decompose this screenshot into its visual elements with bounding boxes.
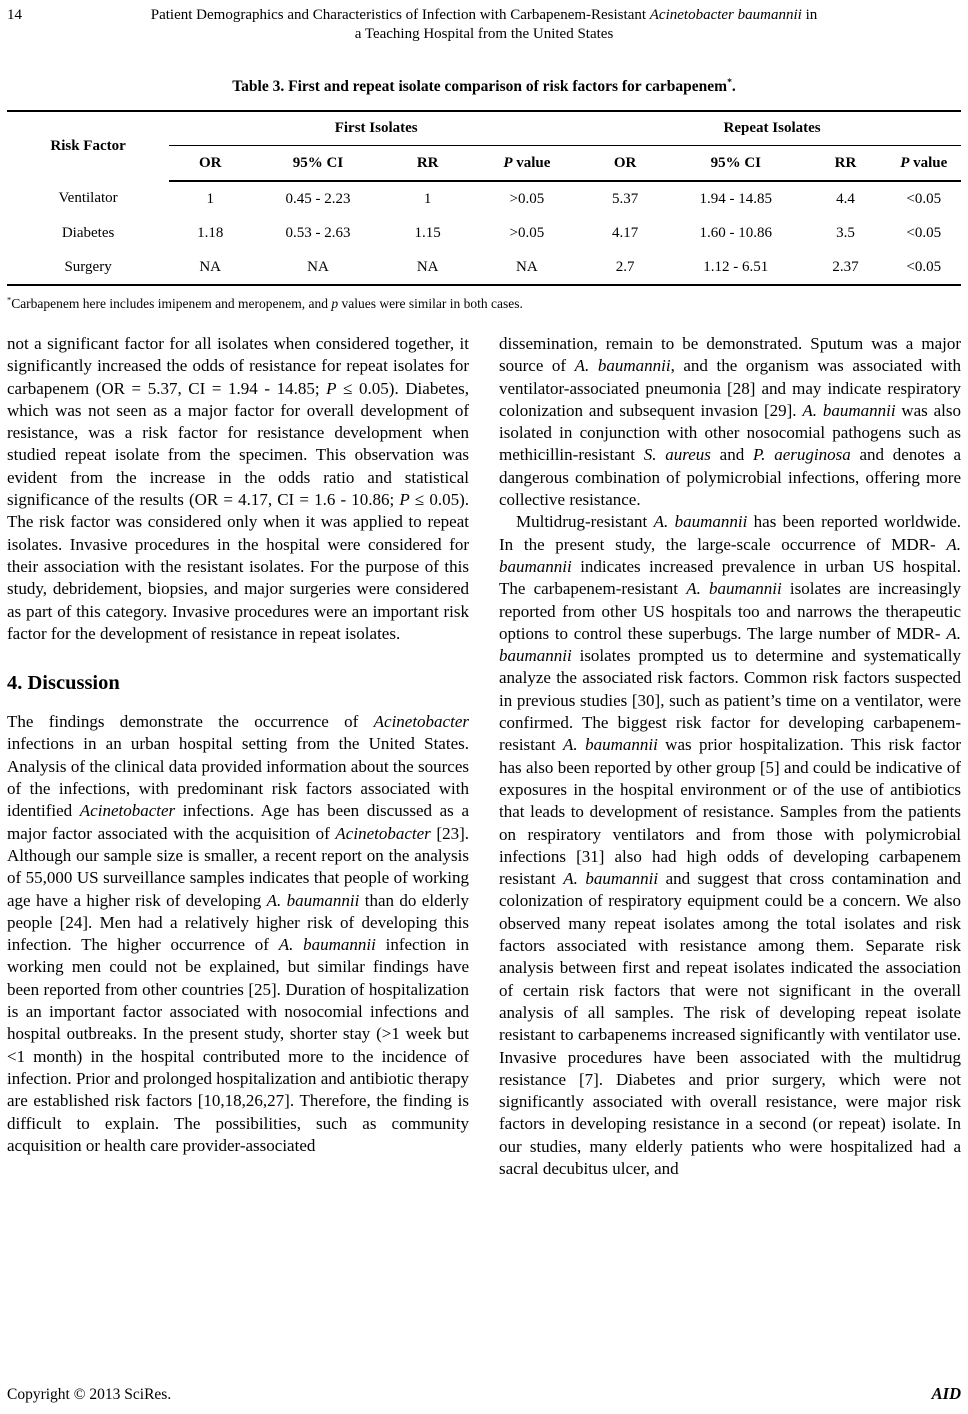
- value-cell: <0.05: [906, 224, 942, 241]
- italic-text: P: [900, 154, 910, 171]
- value-cell: 4.4: [836, 190, 855, 207]
- value-cell: 1.12 - 6.51: [703, 258, 769, 275]
- text-run: OR: [613, 154, 637, 171]
- italic-text: P: [399, 490, 410, 510]
- col-subheader-5: [667, 146, 804, 182]
- italic-text: A. baumannii: [802, 400, 896, 420]
- value-cell: 3.5: [836, 224, 855, 241]
- value-cell: 2.37: [832, 258, 859, 275]
- text-run: and suggest that cross contamination and colonization of respiratory equipment could be a concern. We also observed many repeat isolates among the total isolates and risk factors associated with resistance among them. Separate risk analysis between first and repeat isolates indicated the association of certain risk factors that were not significant in the overall analysis of all samples. The risk of developing repeat isolate resistant to carbapenems increased significantly with ventilator use. Invasive procedures have been associated with the multidrug resistance [7]. Diabetes and prior surgery, which were not significantly associated with overall resistance, were major risk factors in developing resistance in a second (or repeat) isolate. In our studies, many elderly patients who were hospitalized had a sacral decubitus ulcer, and: [499, 869, 961, 1178]
- text-run: The findings demonstrate the occurrence of: [7, 712, 374, 732]
- italic-text: S. aureus: [643, 445, 711, 465]
- text-run: dissemination, remain to be demonstrated. Sputum was a major source of: [499, 334, 961, 376]
- text-run: value: [512, 154, 551, 171]
- body-columns: [7, 333, 961, 1349]
- value-cell: <0.05: [906, 190, 942, 207]
- text-run: Multidrug-resistant: [516, 512, 654, 532]
- text-run: indicates increased prevalence in urban US hospital. The carbapenem-resistant: [499, 556, 961, 599]
- risk-factor-cell: Ventilator: [58, 190, 118, 206]
- italic-text: P. aeruginosa: [752, 445, 851, 465]
- italic-text: Acinetobacter: [79, 801, 176, 821]
- table-3: [7, 110, 961, 286]
- paragraph: [499, 333, 961, 511]
- text-run: has been reported worldwide. In the present study, the large-scale occurrence of MDR-: [499, 512, 961, 554]
- text-run: Carbapenem here includes imipenem and meropenem, and: [11, 296, 332, 311]
- value-cell: 1: [206, 190, 214, 207]
- col-group-repeat-isolates: Repeat Isolates: [583, 111, 961, 146]
- italic-text: P: [503, 154, 513, 171]
- value-cell: NA: [307, 258, 329, 275]
- value-cell: NA: [516, 258, 538, 275]
- running-title-line1: [7, 6, 961, 25]
- col-subheader-3: [471, 146, 584, 182]
- page-number: 14: [7, 7, 22, 23]
- page-footer: [7, 1384, 961, 1404]
- section-heading: 4. Discussion: [7, 672, 120, 695]
- text-run: than do elderly people [24]. Men had a relatively higher risk of developing this infection. The higher occurrence of: [7, 890, 470, 955]
- text-run: 95% CI: [292, 154, 344, 171]
- text-run: values were similar in both cases.: [338, 296, 523, 311]
- paragraph: [7, 333, 469, 645]
- text-run: Patient Demographics and Characteristics of Infection with Carbapenem-Resistant: [150, 7, 650, 23]
- table-head: [7, 111, 961, 181]
- text-run: not a significant factor for all isolates when considered together, it significantly increased the odds of resistance for repeat isolates for carbapenem (OR = 5.37, CI = 1.94 - 14.85;: [7, 334, 469, 398]
- italic-text: A. baumannii: [574, 356, 671, 376]
- value-cell: 0.45 - 2.23: [285, 190, 351, 207]
- right-column: [499, 333, 961, 1349]
- text-run: was also isolated in conjunction with other nosocomial pathogens such as methicillin-resistant: [499, 400, 961, 465]
- text-run: .: [731, 78, 736, 95]
- value-cell: NA: [199, 258, 222, 275]
- text-run: and: [710, 445, 753, 465]
- italic-text: A. baumannii: [563, 735, 658, 755]
- italic-text: Acinetobacter: [335, 823, 431, 843]
- text-run: ≤ 0.05). The risk factor was considered only when it was applied to repeat isolates. Invasive procedures in the hospital were considered for their association with the resistant isolates. For the purpose of this study, debridement, biopsies, and major surgeries were considered as part of this category. Invasive procedures were an important risk factor for the development of resistance in repeat isolates.: [7, 490, 470, 643]
- value-cell: 1.15: [414, 224, 441, 241]
- table-body: [7, 181, 961, 285]
- risk-factor-cell: Diabetes: [61, 224, 115, 241]
- value-cell: NA: [416, 258, 439, 275]
- table-row: [7, 250, 961, 285]
- italic-text: A. baumannii: [563, 869, 659, 889]
- table-row: [7, 181, 961, 216]
- col-subheader-2: [385, 146, 471, 182]
- value-cell: >0.05: [509, 190, 545, 207]
- risk-factor-cell: Surgery: [64, 258, 112, 275]
- text-run: isolates prompted us to determine and systematically analyze the associated risk factors. Common risk factors suspected in previous studies [30], such as patient’s time on a ventilator, were confirmed. The biggest risk factor for developing carbapenem-resistant: [499, 646, 961, 755]
- text-run: and denotes a dangerous combination of polymicrobial infections, offering more collective resistance.: [499, 445, 961, 510]
- value-cell: >0.05: [509, 224, 545, 241]
- superscript-marker: *: [7, 295, 12, 305]
- italic-text: P: [326, 378, 337, 398]
- italic-text: Acinetobacter: [373, 712, 469, 732]
- text-run: ≤ 0.05). Diabetes, which was not seen as a major factor for overall development of resistance, was a risk factor for resistance development when studied repeat isolate from the specimen. This observation was evident from the increase in the odds ratio and statistical significance of the results (OR = 4.17, CI = 1.6 - 10.86;: [7, 378, 469, 510]
- text-run: infection in working men could not be explained, but similar findings have been reported from other countries [25]. Duration of hospitalization is an important factor associated with nosocomial infections and hospital outbreaks. In the present study, shorter stay (>1 week but <1 month) in the hospital contributed more to the incidence of infection. Prior and prolonged hospitalization and antibiotic therapy are established risk factors [10,18,26,27]. Therefore, the finding is difficult to explain. The possibilities, such as community acquisition or health care provider-associated: [7, 935, 469, 1155]
- value-cell: 4.17: [612, 224, 639, 241]
- italic-text: p: [331, 296, 339, 311]
- value-cell: 1: [423, 190, 432, 207]
- text-run: infections. Age has been discussed as a major factor associated with the acquisition of: [7, 801, 469, 843]
- table-row: [7, 216, 961, 250]
- italic-text: A. baumannii: [266, 890, 360, 910]
- value-cell: 2.7: [615, 258, 635, 275]
- value-cell: 1.60 - 10.86: [699, 224, 773, 241]
- text-run: isolates are increasingly reported from other US hospitals too and narrows the therapeutic options to control these superbugs. The large number of MDR-: [499, 579, 961, 643]
- page-header: [7, 6, 961, 44]
- paragraph: [499, 511, 961, 1180]
- value-cell: <0.05: [906, 258, 942, 275]
- text-run: RR: [416, 154, 439, 171]
- table-footnote: [7, 295, 961, 312]
- paragraph: [7, 711, 469, 1157]
- value-cell: 0.53 - 2.63: [285, 224, 351, 241]
- text-run: was prior hospitalization. This risk factor has also been reported by other group [5] and could be indicative of exposures in the hospital environment or of the use of antibiotics that leads to development of resistance. Samples from the patients on respiratory ventilators and from those with polymicrobial infections [31] also had high odds of developing carbapenem resistant: [499, 735, 961, 889]
- col-group-first-isolates: First Isolates: [169, 111, 583, 146]
- italic-text: Acinetobacter baumannii: [649, 7, 802, 23]
- value-cell: 1.18: [197, 224, 224, 241]
- superscript-marker: *: [727, 76, 732, 88]
- left-column: [7, 333, 469, 1349]
- text-run: [23]. Although our sample size is smaller, a recent report on the analysis of 55,000 US surveillance samples indicates that people of working age have a higher risk of developing: [7, 823, 469, 910]
- col-subheader-4: [583, 146, 667, 182]
- text-run: OR: [198, 154, 222, 171]
- copyright-notice: Copyright © 2013 SciRes.: [7, 1386, 172, 1403]
- italic-text: A. baumannii: [499, 534, 961, 576]
- italic-text: A. baumannii: [499, 623, 961, 666]
- text-run: RR: [834, 154, 857, 171]
- col-subheader-0: [169, 146, 251, 182]
- running-title-line2: a Teaching Hospital from the United States: [354, 26, 614, 42]
- group-header-row: [7, 111, 961, 146]
- value-cell: 5.37: [612, 190, 639, 207]
- col-subheader-1: [251, 146, 385, 182]
- text-run: , and the organism was associated with ventilator-associated pneumonia [28] and may indicate respiratory colonization and subsequent invasion [29].: [499, 356, 961, 420]
- value-cell: 1.94 - 14.85: [699, 190, 773, 207]
- journal-abbreviation: AID: [931, 1384, 961, 1403]
- text-run: value: [909, 154, 948, 171]
- col-header-risk-factor: Risk Factor: [50, 138, 126, 154]
- table-caption: [7, 77, 961, 97]
- text-run: Table 3. First and repeat isolate comparison of risk factors for carbapenem: [232, 78, 728, 95]
- col-subheader-6: [804, 146, 886, 182]
- text-run: in: [801, 7, 818, 23]
- italic-text: A. baumannii: [278, 935, 376, 955]
- italic-text: A. baumannii: [686, 579, 782, 599]
- col-subheader-7: [887, 146, 961, 182]
- text-run: infections in an urban hospital setting from the United States. Analysis of the clinical data provided information about the sources of the infections, with predominant risk factors associated with identified: [7, 734, 469, 821]
- italic-text: A. baumannii: [653, 512, 748, 532]
- text-run: 95% CI: [710, 154, 761, 171]
